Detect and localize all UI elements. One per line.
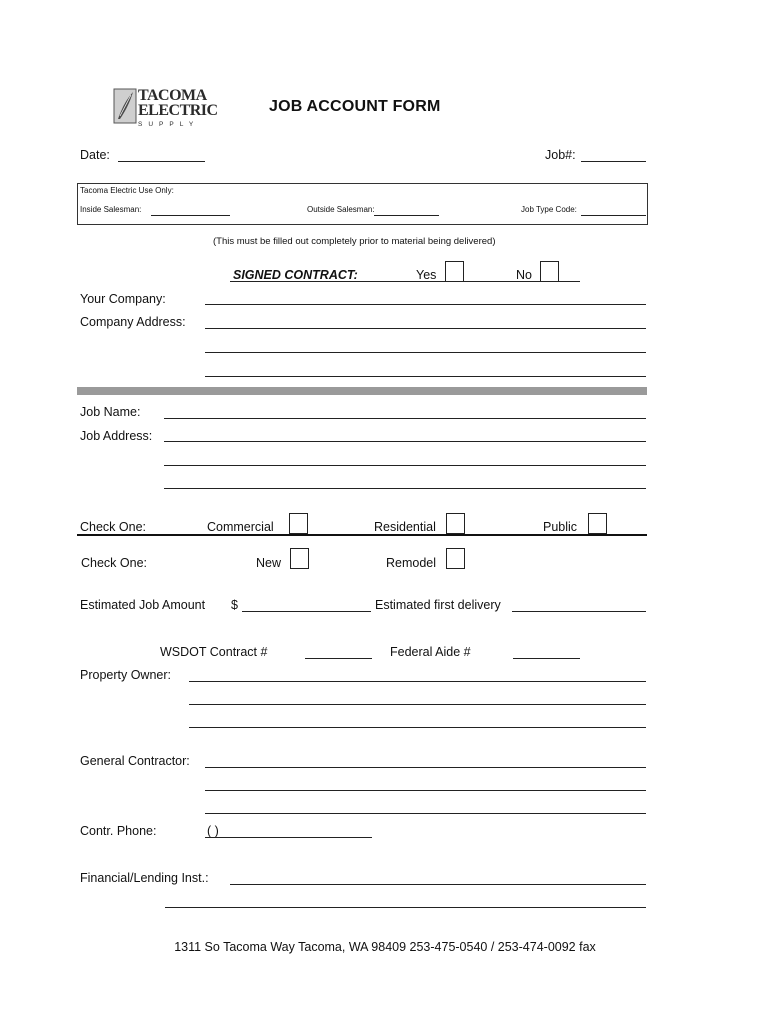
company-address-field-3[interactable] [205, 376, 646, 377]
signed-contract-yes-checkbox[interactable] [445, 261, 464, 282]
contractor-phone-label: Contr. Phone: [80, 824, 157, 838]
residential-label: Residential [374, 520, 436, 534]
outside-salesman-label: Outside Salesman: [307, 205, 375, 214]
company-address-field-2[interactable] [205, 352, 646, 353]
check-one-type-label: Check One: [80, 520, 147, 534]
financial-lending-label: Financial/Lending Inst.: [80, 871, 209, 885]
commercial-checkbox[interactable] [289, 513, 308, 534]
job-type-code-label: Job Type Code: [521, 205, 577, 214]
company-logo [112, 86, 228, 130]
job-address-field-1[interactable] [164, 441, 646, 442]
property-owner-field-3[interactable] [189, 727, 646, 728]
public-label: Public [543, 520, 578, 534]
public-checkbox[interactable] [588, 513, 607, 534]
inside-salesman-label: Inside Salesman: [80, 205, 142, 214]
internal-use-box [77, 183, 648, 225]
general-contractor-field-3[interactable] [205, 813, 646, 814]
signed-contract-no-checkbox[interactable] [540, 261, 559, 282]
commercial-label: Commercial [207, 520, 274, 534]
general-contractor-label: General Contractor: [80, 754, 190, 768]
job-name-label: Job Name: [80, 405, 141, 419]
section-divider [77, 387, 647, 395]
logo-line-1: TACOMA [138, 87, 207, 104]
logo-line-2: ELECTRIC [138, 102, 218, 119]
logo-line-3: SUPPLY [138, 121, 200, 128]
form-title: JOB ACCOUNT FORM [269, 98, 441, 115]
wsdot-contract-label: WSDOT Contract # [160, 645, 268, 659]
footer-address: 1311 So Tacoma Way Tacoma, WA 98409 253-475-0540 / 253-474-0092 fax [174, 940, 596, 954]
job-address-label: Job Address: [80, 429, 153, 443]
job-type-code-field[interactable] [581, 215, 646, 216]
company-address-label: Company Address: [80, 315, 186, 329]
date-field[interactable] [118, 161, 205, 162]
residential-checkbox[interactable] [446, 513, 465, 534]
new-checkbox[interactable] [290, 548, 309, 569]
estimated-job-amount-label: Estimated Job Amount [80, 598, 206, 612]
signed-contract-label: SIGNED CONTRACT: [233, 268, 358, 282]
inside-salesman-field[interactable] [151, 215, 230, 216]
job-name-field[interactable] [164, 418, 646, 419]
property-owner-field-2[interactable] [189, 704, 646, 705]
your-company-field[interactable] [205, 304, 646, 305]
thick-divider [77, 534, 647, 536]
job-number-label: Job#: [545, 148, 576, 162]
signed-contract-yes-label: Yes [416, 268, 437, 282]
general-contractor-field-2[interactable] [205, 790, 646, 791]
notice-text: (This must be filled out completely prior to material being delivered) [213, 236, 496, 247]
company-address-field-1[interactable] [205, 328, 646, 329]
estimated-job-amount-field[interactable] [242, 611, 371, 612]
property-owner-label: Property Owner: [80, 668, 172, 682]
job-address-field-2[interactable] [164, 465, 646, 466]
job-address-field-3[interactable] [164, 488, 646, 489]
remodel-checkbox[interactable] [446, 548, 465, 569]
new-label: New [256, 556, 282, 570]
financial-lending-field-1[interactable] [230, 884, 646, 885]
signed-contract-underline [230, 281, 580, 282]
feather-emblem-icon [112, 86, 138, 126]
contractor-phone-field[interactable] [205, 837, 372, 838]
federal-aide-label: Federal Aide # [390, 645, 471, 659]
job-number-field[interactable] [581, 161, 646, 162]
estimated-first-delivery-field[interactable] [512, 611, 646, 612]
property-owner-field-1[interactable] [189, 681, 646, 682]
outside-salesman-field[interactable] [374, 215, 439, 216]
signed-contract-no-label: No [516, 268, 532, 282]
wsdot-contract-field[interactable] [305, 658, 372, 659]
financial-lending-field-2[interactable] [165, 907, 646, 908]
estimated-first-delivery-label: Estimated first delivery [375, 598, 501, 612]
dollar-sign: $ [231, 598, 238, 612]
check-one-scope-label: Check One: [81, 556, 148, 570]
federal-aide-field[interactable] [513, 658, 580, 659]
internal-use-heading: Tacoma Electric Use Only: [80, 186, 174, 195]
date-label: Date: [80, 148, 110, 162]
phone-area-code-parens: ( ) [207, 824, 219, 838]
remodel-label: Remodel [386, 556, 437, 570]
general-contractor-field-1[interactable] [205, 767, 646, 768]
your-company-label: Your Company: [80, 292, 166, 306]
